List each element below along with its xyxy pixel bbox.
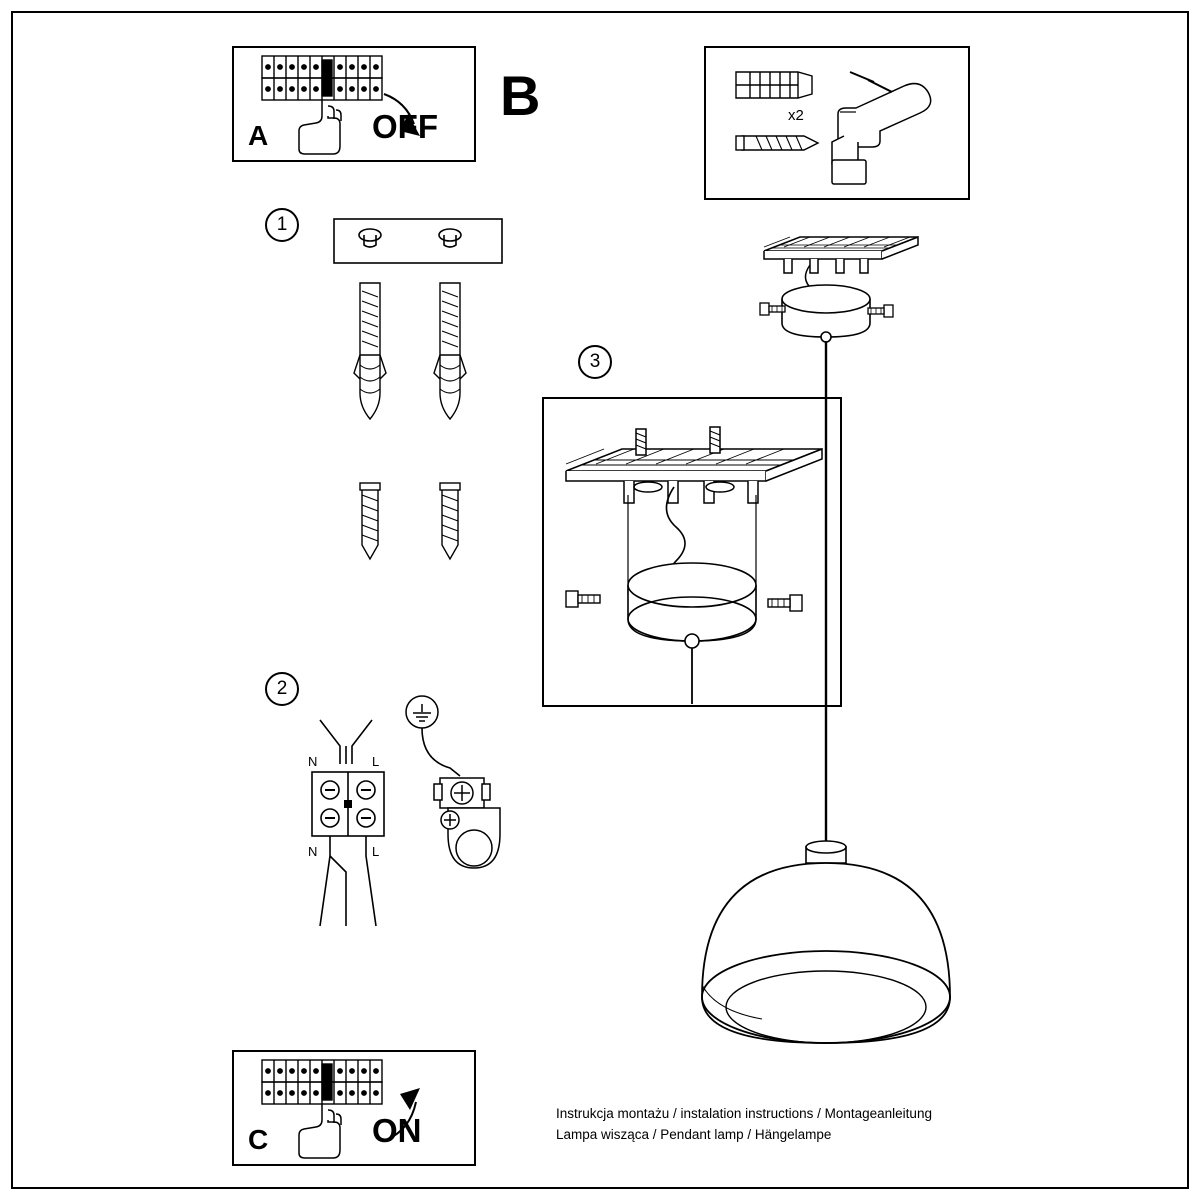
panel-c-state-label: ON: [372, 1112, 422, 1149]
hand-pointing-icon: [299, 100, 341, 154]
earth-leader-line: [422, 728, 460, 776]
panel-a: [232, 46, 476, 162]
terminal-label-n-bottom: N: [308, 844, 318, 859]
terminal-label-n-top: N: [308, 754, 318, 769]
circuit-breaker-icon: [262, 56, 382, 100]
ceiling-bracket-icon: [764, 237, 918, 273]
panel-b-graphics: [706, 48, 968, 198]
panel-c: [232, 1050, 476, 1166]
cable-icon: [320, 720, 372, 764]
panel-b: [704, 46, 970, 200]
panel-a-graphics: [234, 48, 474, 160]
footer-line-1: Instrukcja montażu / instalation instructions / Montageanleitung: [556, 1106, 932, 1121]
terminal-label-l-bottom: L: [372, 844, 380, 859]
step-2-graphics: [300, 660, 560, 960]
circuit-breaker-icon: [262, 1060, 382, 1104]
step-2-number-text: 2: [276, 678, 288, 699]
screw-icon: [736, 136, 818, 150]
terminal-block-icon: [312, 772, 384, 836]
cable-icon: [320, 836, 376, 926]
mounting-bracket-icon: [334, 219, 502, 263]
step-1-number-text: 1: [276, 214, 288, 235]
panel-b-qty-label: x2: [788, 107, 804, 124]
pendant-lamp-assembly: [660, 225, 1000, 1055]
wall-plug-icon: [354, 283, 386, 419]
earth-ground-icon: [406, 696, 438, 728]
panel-b-letter: B: [500, 64, 541, 127]
wall-plug-icon: [736, 72, 812, 98]
power-drill-icon: [832, 72, 931, 184]
step-2-number: [265, 672, 299, 706]
panel-c-graphics: [234, 1052, 474, 1164]
canopy-icon: [782, 285, 870, 342]
terminal-label-l-top: L: [372, 754, 380, 769]
lamp-holder-icon: [806, 841, 846, 863]
screw-icon: [440, 483, 460, 559]
fixing-screw-icon: [868, 305, 893, 317]
panel-a-state-label: OFF: [372, 108, 438, 145]
earth-terminal-icon: [434, 778, 500, 868]
panel-a-letter: A: [248, 120, 269, 151]
step-3-number-text: 3: [589, 351, 601, 372]
step-3-number: [578, 345, 612, 379]
footer-line-2: Lampa wisząca / Pendant lamp / Hängelampe: [556, 1127, 832, 1142]
step-1-number: [265, 208, 299, 242]
screw-icon: [360, 483, 380, 559]
step-1-graphics: [320, 205, 560, 585]
dome-shade-icon: [702, 863, 950, 1043]
panel-c-letter: C: [248, 1124, 269, 1155]
fixing-screw-icon: [566, 591, 600, 607]
hand-pointing-icon: [299, 1104, 341, 1158]
wall-plug-icon: [434, 283, 466, 419]
